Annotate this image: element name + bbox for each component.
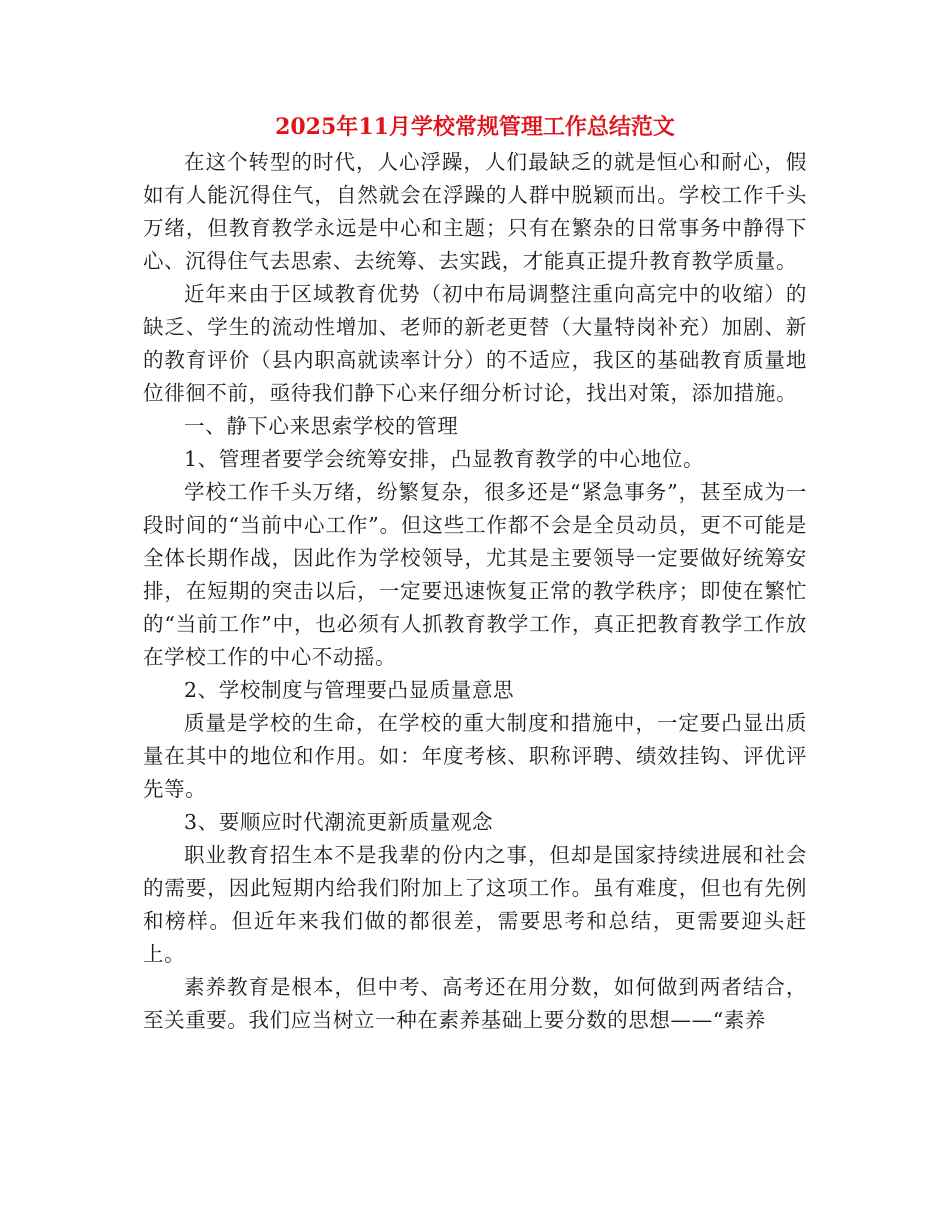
document-title: 2025年11月学校常规管理工作总结范文: [275, 114, 675, 140]
subheading-2: 2、学校制度与管理要凸显质量意思: [184, 678, 515, 702]
paragraph-quality: 质量是学校的生命，在学校的重大制度和措施中，一定要凸显出质量在其中的地位和作用。如：年度考核、职称评聘、绩效挂钩、评优评先等。: [143, 711, 807, 801]
paragraph-intro: 在这个转型的时代，人心浮躁，人们最缺乏的就是恒心和耐心，假如有人能沉得住气，自然就会在浮躁的人群中脱颖而出。学校工作千头万绪，但教育教学永远是中心和主题；只有在繁杂的日常事务中静得下心、沉得住气去思索、去统筹、去实践，才能真正提升教育教学质量。: [143, 150, 807, 273]
paragraph-vocational: 职业教育招生本不是我辈的份内之事，但却是国家持续进展和社会的需要，因此短期内给我们附加上了这项工作。虽有难度，但也有先例和榜样。但近年来我们做的都很差，需要思考和总结，更需要迎头赶上。: [143, 843, 807, 966]
subheading-3: 3、要顺应时代潮流更新质量观念: [184, 810, 494, 834]
paragraph-background: 近年来由于区域教育优势（初中布局调整注重向高完中的收缩）的缺乏、学生的流动性增加、老师的新老更替（大量特岗补充）加剧、新的教育评价（县内职高就读率计分）的不适应，我区的基础教育质量地位徘徊不前，亟待我们静下心来仔细分析讨论，找出对策，添加措施。: [143, 282, 807, 405]
paragraph-coordination: 学校工作千头万绪，纷繁复杂，很多还是“紧急事务”，甚至成为一段时间的“当前中心工作”。但这些工作都不会是全员动员，更不可能是全体长期作战，因此作为学校领导，尤其是主要领导一定要做好统筹安排，在短期的突击以后，一定要迅速恢复正常的教学秩序；即使在繁忙的“当前工作”中，也必须有人抓教育教学工作，真正把教育教学工作放在学校工作的中心不动摇。: [143, 480, 807, 669]
paragraph-quality-education: 素养教育是根本，但中考、高考还在用分数，如何做到两者结合，至关重要。我们应当树立一种在素养基础上要分数的思想——“素养: [143, 975, 807, 1032]
document-body: [143, 146, 807, 1037]
section-heading-1: 一、静下心来思索学校的管理: [184, 414, 459, 438]
subheading-1: 1、管理者要学会统筹安排，凸显教育教学的中心地位。: [184, 447, 705, 471]
